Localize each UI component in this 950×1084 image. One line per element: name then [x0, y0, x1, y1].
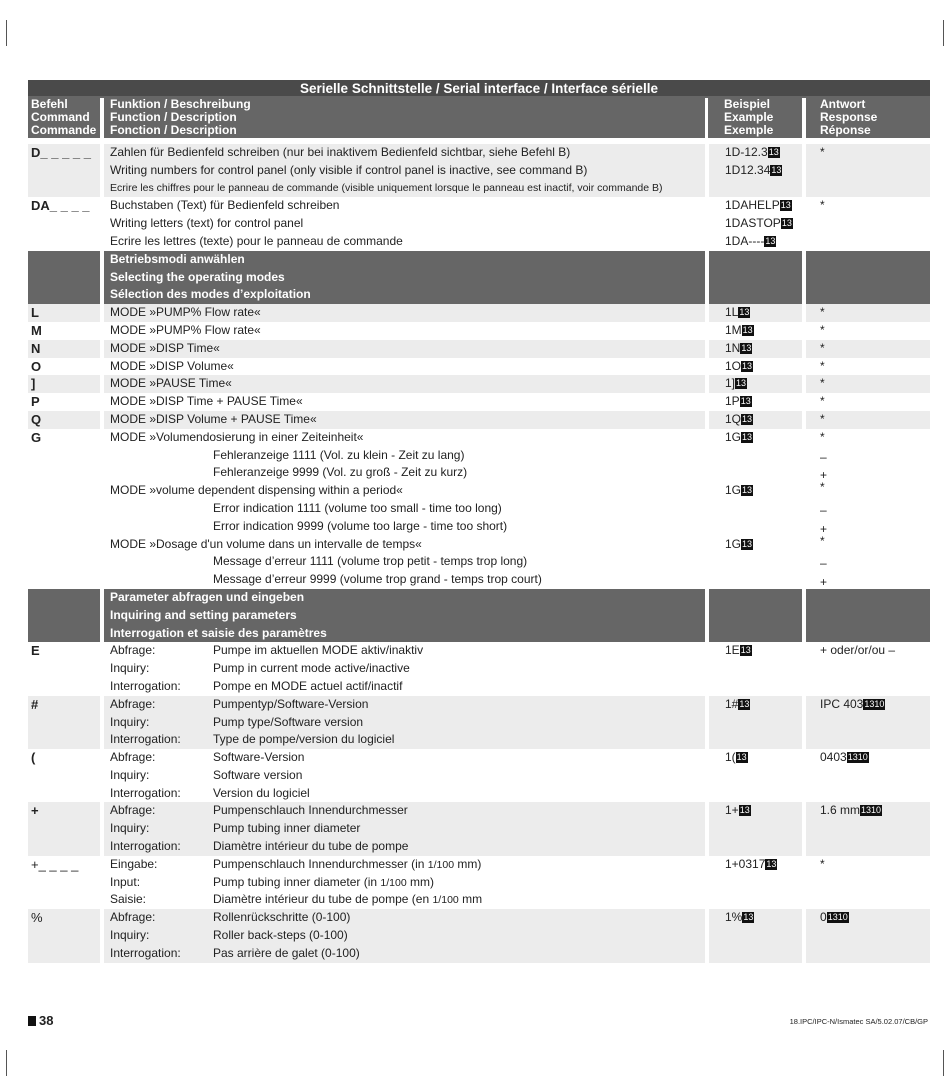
table-row: + Abfrage: Pumpenschlauch Innendurchmesser Inquiry: Pump tubing inner diameter Interrogation: Diamètre intérieur du tube de pompe 1+13 1.6 mm1310 — [28, 802, 930, 855]
table-title: Serielle Schnittstelle / Serial interface / Interface sérielle — [28, 80, 930, 96]
description: Zahlen für Bedienfeld schreiben (nur bei inaktivem Bedienfeld sichtbar, siehe Befehl B) Writing numbers for control panel (only visible if control panel is inactive, see command B) Ecrire les chiffres pour le panneau de commande (visible uniquement lorsque le panneau est inactif, voir commande B) — [100, 144, 705, 197]
cr-symbol: 13 — [768, 147, 779, 157]
table-row: N MODE »DISP Time« 1N13 * — [28, 340, 930, 358]
header-function: Funktion / Beschreibung Function / Description Fonction / Description — [100, 98, 705, 138]
command-table — [28, 80, 930, 963]
table-row: +_ _ _ _ Eingabe: Pumpenschlauch Innendurchmesser (in 1/100 mm) Input: Pump tubing inner diameter (in 1/100 mm) Saisie: Diamètre intérieur du tube de pompe (en 1/100 mm 1+031713 * — [28, 856, 930, 909]
response: * — [802, 144, 930, 197]
table-row — [28, 144, 930, 197]
response: * — [802, 197, 930, 250]
cr-symbol: 13 — [740, 645, 751, 656]
header-command: Befehl Command Commande — [31, 97, 97, 137]
document-reference: 18.IPC/IPC-N/Ismatec SA/5.02.07/CB/GP — [789, 1017, 928, 1026]
table-row: ( Abfrage: Software-Version Inquiry: Software version Interrogation: Version du logiciel 1(13 04031310 — [28, 749, 930, 802]
header-response: Antwort Response Réponse — [802, 98, 930, 138]
crop-mark — [6, 1050, 7, 1076]
table-row: % Abfrage: Rollenrückschritte (0-100) Inquiry: Roller back-steps (0-100) Interrogation: Pas arrière de galet (0-100) 1%13 01310 — [28, 909, 930, 962]
crlf-symbol: 1310 — [847, 752, 868, 763]
crlf-symbol: 1310 — [864, 698, 885, 709]
crop-mark — [943, 1050, 944, 1076]
cr-symbol: 13 — [766, 858, 777, 869]
section-header: Betriebsmodi anwählen Selecting the operating modes Sélection des modes d’exploitation — [28, 251, 930, 304]
cr-symbol: 13 — [740, 396, 751, 407]
table-row: # Abfrage: Pumpentyp/Software-Version Inquiry: Pump type/Software version Interrogation: Type de pompe/version du logiciel 1#13 IPC 4031310 — [28, 696, 930, 749]
cr-symbol: 13 — [739, 698, 750, 709]
table-row: M MODE »PUMP% Flow rate« 1M13 * — [28, 322, 930, 340]
command-code: D_ _ _ _ _ — [31, 145, 91, 160]
table-row: E Abfrage: Pumpe im aktuellen MODE aktiv/inaktiv Inquiry: Pump in current mode active/inactive Interrogation: Pompe en MODE actuel actif/inactif 1E13 + oder/or/ou – — [28, 642, 930, 695]
page-number: 38 — [28, 1013, 53, 1028]
table-row: P MODE »DISP Time + PAUSE Time« 1P13 * — [28, 393, 930, 411]
crlf-symbol: 1310 — [861, 805, 882, 816]
crlf-symbol: 1310 — [827, 912, 848, 923]
header-example: Beispiel Example Exemple — [705, 98, 802, 138]
table-row: Q MODE »DISP Volume + PAUSE Time« 1Q13 * — [28, 411, 930, 429]
crop-mark — [6, 20, 7, 46]
table-header — [28, 96, 930, 138]
cr-symbol: 13 — [742, 360, 753, 371]
description: Buchstaben (Text) für Bedienfeld schreiben Writing letters (text) for control panel Ecrire les lettres (texte) pour le panneau de commande — [100, 197, 705, 250]
cr-symbol: 13 — [739, 805, 750, 816]
table-row: L MODE »PUMP% Flow rate« 1L13 * — [28, 304, 930, 322]
cr-symbol: 13 — [780, 200, 791, 211]
example: 1DAHELP13 1DASTOP13 1DA----13 — [705, 197, 802, 250]
table-row: O MODE »DISP Volume« 1O13 * — [28, 358, 930, 376]
cr-symbol: 13 — [771, 164, 782, 175]
cr-symbol: 13 — [739, 307, 750, 318]
cr-symbol: 13 — [741, 342, 752, 353]
table-row: ] MODE »PAUSE Time« 1]13 * — [28, 375, 930, 393]
crop-mark — [943, 20, 944, 46]
cr-symbol: 13 — [765, 235, 776, 246]
cr-symbol: 13 — [742, 324, 753, 335]
command-code: DA_ _ _ _ — [31, 198, 90, 214]
cr-symbol: 13 — [781, 218, 792, 229]
table-row: G MODE »Volumendosierung in einer Zeiteinheit« Fehleranzeige 1111 (Vol. zu klein - Zeit zu lang) Fehleranzeige 9999 (Vol. zu groß - Zeit zu kurz) MODE »volume dependent dispensing within a period« Error indication 1111 (volume too small - time too long) Error indication 9999 (volume too large - time too short) MODE »Dosage d'un volume dans un intervalle de temps« Message d’erreur 1111 (volume trop petit - temps trop long) Message d’erreur 9999 (volume trop grand - temps trop court) 1G13 1G13 1G13 * – + * – + * – + — [28, 429, 930, 589]
cr-symbol: 13 — [742, 538, 753, 549]
section-header: Parameter abfragen und eingeben Inquiring and setting parameters Interrogation et saisie des paramètres — [28, 589, 930, 642]
example: 1D-12.313 1D12.3413 — [705, 144, 802, 197]
cr-symbol: 13 — [742, 431, 753, 442]
cr-symbol: 13 — [742, 485, 753, 496]
cr-symbol: 13 — [742, 413, 753, 424]
cr-symbol: 13 — [736, 378, 747, 389]
cr-symbol: 13 — [743, 912, 754, 923]
cr-symbol: 13 — [736, 752, 747, 763]
table-row — [28, 197, 930, 250]
